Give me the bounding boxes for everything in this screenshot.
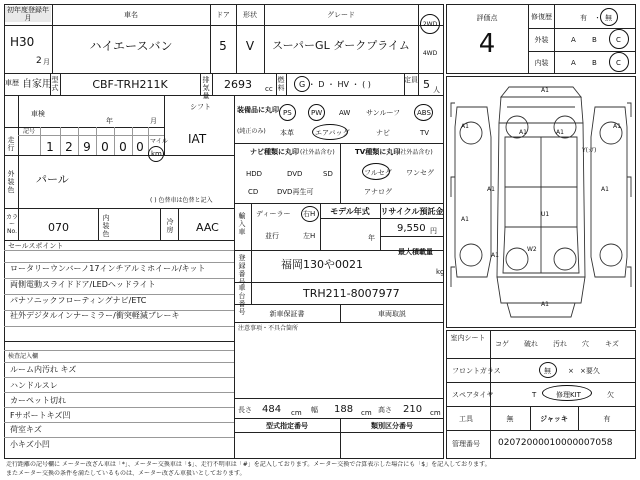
mileage-unit-mile: マイル	[150, 138, 168, 145]
mileage-label: 走行	[7, 136, 15, 152]
recycle-value: 9,550	[397, 223, 426, 234]
navi-hdd: HDD	[246, 170, 263, 178]
max-load-unit: kg	[436, 268, 445, 276]
displacement-label: 排気量	[202, 76, 210, 100]
fuel-options: G ・ D ・ HV ・ ( )	[299, 80, 371, 89]
note-6: 小キズ小凹	[10, 440, 50, 449]
sales-point-2: 両側電動スライドドア/LEDヘッドライト	[10, 280, 156, 289]
width-unit: cm	[361, 409, 372, 417]
color-no-value: 070	[48, 221, 69, 234]
fuel-label: 燃料	[277, 76, 285, 92]
dmg-mark-12: A1	[541, 301, 549, 308]
tv-analog: アナログ	[364, 188, 392, 196]
chassis-value: TRH211-8007977	[303, 287, 400, 300]
import-parallel: 並行	[265, 232, 279, 240]
reg-year-label: 初年度登録年月	[7, 6, 49, 22]
color-label: 外装色	[7, 170, 15, 194]
sales-point-4: 社外デジタルインナーミラー/衝突軽減ブレーキ	[10, 311, 180, 320]
shift-value: IAT	[188, 132, 207, 146]
mileage-digit-5: 0	[119, 140, 127, 154]
inspection-year-unit: 年	[106, 117, 113, 125]
chassis-label: 車台番号	[238, 284, 246, 316]
mileage-digit-2: 2	[65, 140, 73, 154]
length-label: 長さ	[238, 406, 252, 414]
displacement-value: 2693	[224, 78, 252, 91]
model-year-unit: 年	[368, 234, 375, 242]
score-label: 評価点	[476, 14, 498, 22]
doors-value: 5	[219, 39, 227, 53]
reg-month-value: 2	[36, 56, 42, 66]
ac-value: AAC	[196, 221, 219, 234]
mileage-digit-6: 0	[136, 140, 144, 154]
use-label: 車歴	[5, 79, 19, 87]
jack-value: 有	[603, 415, 611, 423]
navi-dvd-play: DVD再生可	[277, 188, 314, 196]
seat-item-5: キズ	[605, 340, 619, 348]
equip-leather: 本革	[280, 129, 294, 137]
seat-label: 室内シート	[450, 334, 486, 342]
mileage-unit-km: km	[151, 150, 162, 158]
model-year-label: モデル年式	[330, 207, 370, 216]
grade-label: グレード	[327, 11, 355, 19]
equip-airbag: エアバッグ	[315, 129, 350, 137]
dmg-mark-3: A1	[519, 129, 527, 136]
import-label: 輸入車	[238, 212, 246, 236]
dmg-mark-8: A1	[601, 186, 609, 193]
width-label: 幅	[311, 406, 318, 414]
dmg-mark-11: A1	[491, 252, 499, 259]
equip-ps: PS	[283, 109, 292, 117]
model-label: 型式	[51, 76, 59, 92]
equipment-sublabel: (純正のみ)	[237, 128, 266, 135]
windshield-x: ×	[568, 367, 574, 375]
equip-navi: ナビ	[376, 129, 390, 137]
mileage-digit-4: 0	[101, 140, 109, 154]
type-no-label: 型式指定番号	[266, 422, 308, 430]
tv-sub: (社外品含む)	[398, 149, 433, 156]
spare-missing: 欠	[607, 391, 614, 399]
equipment-label: 装備品に丸印	[237, 106, 279, 114]
left-hand: 左H	[303, 232, 316, 240]
windshield-label: フロントガラス	[452, 367, 501, 375]
mileage-sub: 記号	[22, 128, 35, 135]
width-value: 188	[334, 404, 354, 415]
tools-value: 無	[506, 415, 514, 423]
drive-4wd: 4WD	[422, 50, 438, 57]
car-damage-diagram	[447, 77, 635, 327]
inspection-month-unit: 月	[150, 117, 157, 125]
exterior-b: B	[592, 36, 597, 44]
dmg-mark-5: A1	[613, 123, 621, 130]
shape-label: 形状	[243, 11, 257, 19]
windshield-none: 無	[544, 367, 551, 375]
interior-grade-label: 内装	[534, 59, 549, 67]
sales-point-1: ロータリーウンバーノ17インチアルミホイール/キット	[10, 264, 206, 273]
repair-label: 修復歴	[531, 13, 552, 21]
interior-c: C	[616, 59, 621, 67]
dmg-mark-1: A1	[541, 87, 549, 94]
navi-sub: (社外品含む)	[300, 149, 335, 156]
height-label: 高さ	[378, 406, 392, 414]
recycle-unit: 円	[430, 227, 437, 235]
navi-sd: SD	[323, 170, 333, 178]
new-warranty: 新車保証書	[269, 310, 305, 318]
navi-dvd: DVD	[287, 170, 303, 178]
equip-sunroof: サンルーフ	[366, 109, 401, 117]
car-name-label: 車名	[124, 11, 138, 19]
dmg-mark-7: A1	[461, 216, 469, 223]
seat-item-4: 穴	[582, 340, 589, 348]
month-unit: 月	[43, 58, 50, 66]
tv-label: TV種類に丸印	[355, 148, 401, 156]
seat-item-2: 破れ	[524, 340, 538, 348]
navi-cd: CD	[248, 188, 259, 196]
displacement-unit: cc	[265, 85, 273, 93]
interior-b: B	[592, 59, 597, 67]
dmg-mark-4: A1	[556, 129, 564, 136]
note-5: 荷室キズ	[10, 425, 42, 434]
tools-label: 工具	[459, 415, 473, 423]
shape-value: V	[245, 39, 255, 53]
repair-yes: 有	[580, 14, 587, 22]
sales-label: セールスポイント	[8, 242, 64, 250]
ac-label: 冷房	[166, 218, 174, 234]
notes-area-label: 注意事項・不具合箇所	[238, 325, 299, 332]
equip-pw: PW	[311, 109, 323, 117]
height-unit: cm	[430, 409, 441, 417]
interior-color-label: 内装色	[102, 214, 110, 238]
plate-value: 福岡130や0021	[281, 258, 363, 271]
repair-sep: ・	[594, 14, 601, 22]
exterior-c: C	[616, 36, 621, 44]
seat-item-3: 汚れ	[553, 340, 567, 348]
spare-label: スペアタイヤ	[452, 391, 494, 399]
equip-aw: AW	[339, 109, 351, 117]
max-load-label: 最大積載量	[398, 248, 433, 256]
dmg-mark-13: Y(ガ)	[582, 147, 597, 154]
note-3: カーペット切れ	[10, 396, 66, 405]
note-2: ハンドルスレ	[10, 381, 58, 390]
manual: 車両取説	[378, 310, 406, 318]
footer-line-1: 走行距離の記号欄に メーター改ざん車は「*」、メーター交換車は「$」、走行不明車は「#」を記入しております。メーター交換で合算表示した場合にも「$」を記入しております。	[6, 461, 491, 468]
length-unit: cm	[291, 409, 302, 417]
class-no-label: 類別区分番号	[371, 422, 413, 430]
seat-item-1: コゲ	[495, 340, 509, 348]
notes-label: 検査記入欄	[8, 353, 39, 360]
spare-t: T	[532, 391, 537, 399]
plate-label: 登録番号	[238, 254, 246, 286]
tv-fullseg: フルセグ	[364, 169, 392, 177]
color-no-label: カラーNo.	[5, 214, 18, 235]
tv-oneseg: ワンセグ	[406, 169, 434, 177]
dmg-mark-9: U1	[541, 211, 550, 218]
reg-year-value: H30	[10, 35, 35, 49]
use-value: 自家用	[22, 79, 52, 90]
height-value: 210	[403, 404, 423, 415]
capacity-value: 5	[423, 78, 430, 91]
equip-abs: ABS	[417, 109, 431, 117]
repair-no: 無	[605, 14, 612, 22]
model-value: CBF-TRH211K	[92, 78, 168, 91]
recycle-label: リサイクル預託金	[380, 207, 444, 216]
sales-point-3: パナソニックフローティングナビ/ETC	[10, 296, 147, 305]
mgmt-value: 02072000010000007058	[498, 438, 613, 448]
jack-label: ジャッキ	[540, 415, 568, 423]
mileage-digit-1: 1	[46, 140, 54, 154]
color-note: ( ) 色替車は色替と記入	[150, 197, 213, 204]
spare-kit: 修理KIT	[556, 391, 581, 399]
footer-line-2: またメーター交換の条件を満たしているものは、メーター改ざん車扱いとしております。	[6, 470, 246, 477]
car-name-value: ハイエースバン	[89, 39, 173, 53]
grade-value: スーパーGL ダークプライム	[272, 39, 410, 52]
capacity-label: 定員	[404, 76, 418, 84]
color-value: パール	[36, 173, 69, 186]
dmg-mark-6: A1	[487, 186, 495, 193]
equip-tv: TV	[420, 129, 430, 137]
dmg-mark-10: W2	[527, 246, 537, 253]
dmg-mark-2: A1	[461, 123, 469, 130]
length-value: 484	[262, 404, 282, 415]
inspection-label: 車検	[31, 110, 45, 118]
note-1: ルーム内汚れ キズ	[10, 365, 77, 374]
mileage-digit-3: 9	[83, 140, 91, 154]
exterior-label: 外装	[534, 36, 549, 44]
exterior-a: A	[571, 36, 576, 44]
doors-label: ドア	[216, 11, 230, 19]
import-dealer: ディーラー	[256, 210, 291, 218]
drive-2wd: 2WD	[422, 21, 438, 28]
interior-a: A	[571, 59, 576, 67]
right-hand: 右H	[303, 210, 316, 218]
note-4: Fサポートキズ凹	[10, 411, 71, 420]
mgmt-label: 管理番号	[452, 440, 480, 448]
windshield-x-repair: ×要久	[580, 367, 600, 375]
navi-label: ナビ種類に丸印	[250, 148, 299, 156]
capacity-unit: 人	[433, 86, 440, 94]
score-value: 4	[478, 29, 496, 59]
shift-label: シフト	[190, 103, 211, 111]
